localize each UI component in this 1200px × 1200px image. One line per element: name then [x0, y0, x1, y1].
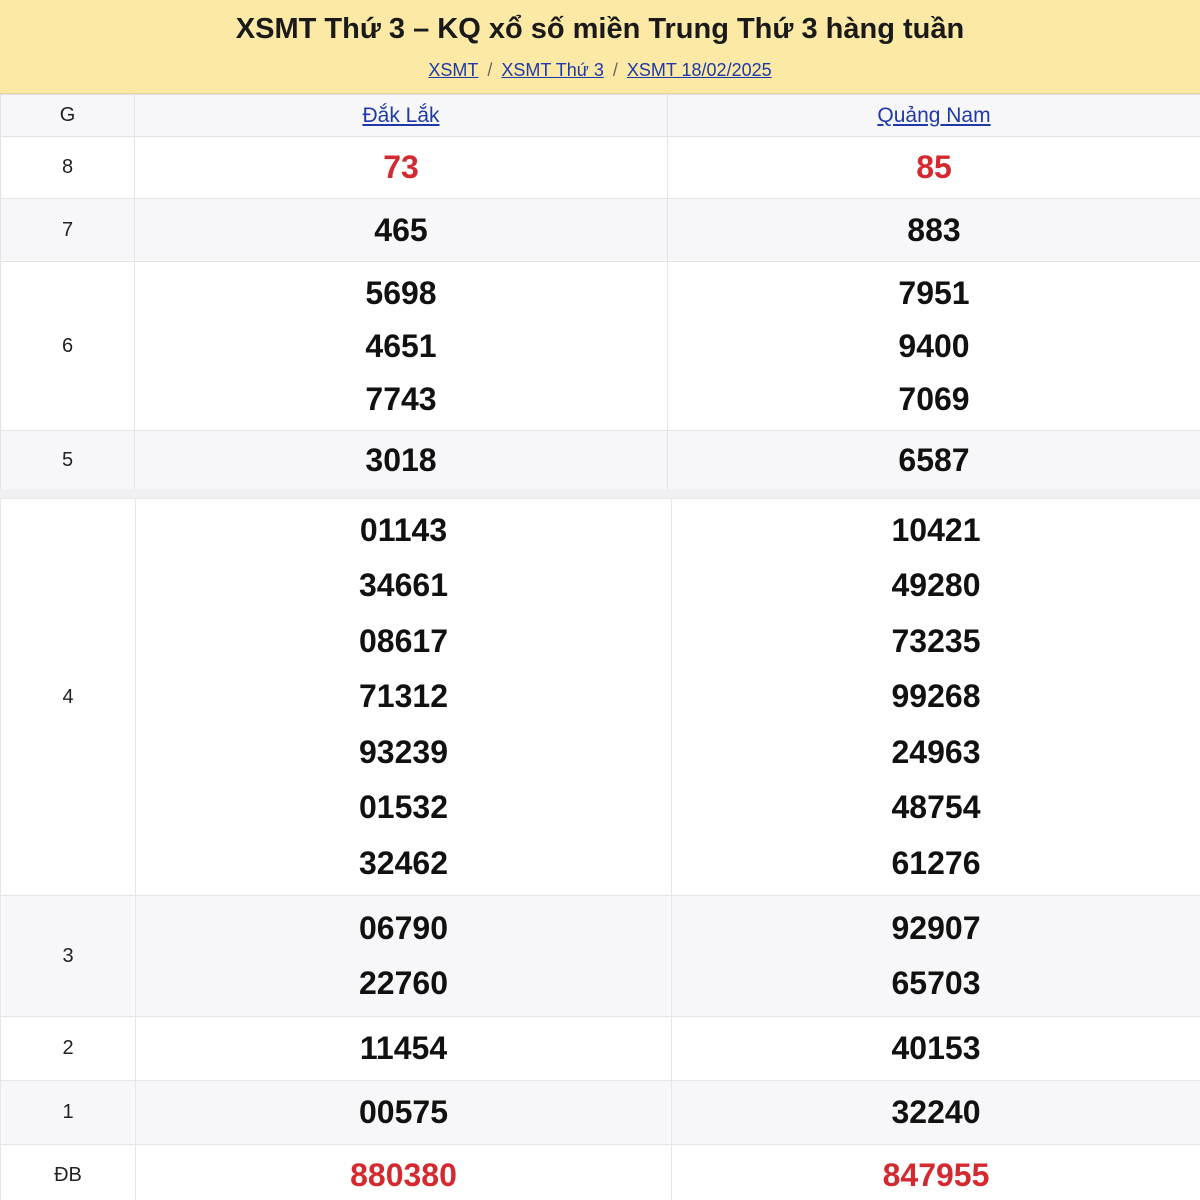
prize-label: 2 [1, 1017, 136, 1081]
table-divider [0, 489, 1200, 498]
prize-row [1, 1017, 1200, 1081]
winning-number: 93239 [359, 733, 448, 770]
quang-nam-result-cell [668, 137, 1200, 199]
winning-number: 6587 [898, 441, 970, 478]
results-table-bottom [0, 498, 1200, 1200]
prize-label: 3 [1, 896, 136, 1017]
breadcrumb-xsmt-link[interactable]: XSMT [428, 60, 479, 80]
prize-row [1, 896, 1200, 1017]
winning-number: 48754 [891, 789, 981, 826]
dak-lak-result-cell [136, 1081, 672, 1145]
winning-number: 11454 [359, 1030, 448, 1066]
winning-number: 61276 [891, 844, 981, 881]
prize-label: 4 [1, 499, 136, 896]
results-table-top [0, 94, 1200, 490]
winning-number: 40153 [891, 1030, 981, 1066]
quang-nam-result-cell [672, 896, 1200, 1017]
prize-label: 5 [1, 431, 135, 490]
prize-label: 8 [1, 137, 135, 199]
winning-number: 465 [374, 211, 428, 248]
winning-number: 34661 [359, 567, 448, 604]
page-title: XSMT Thứ 3 – KQ xổ số miền Trung Thứ 3 hàng tuần [235, 13, 965, 45]
prize-label: ĐB [1, 1145, 136, 1200]
winning-number: 92907 [891, 909, 981, 946]
winning-number: 10421 [891, 511, 981, 548]
winning-number: 65703 [891, 965, 981, 1001]
winning-number: 24963 [891, 733, 981, 770]
prize-row [1, 431, 1200, 490]
breadcrumb-xsmt-thu3-link[interactable]: XSMT Thứ 3 [501, 60, 604, 80]
winning-number: 73235 [891, 622, 981, 659]
winning-number: 7743 [365, 380, 437, 417]
dak-lak-result-cell [136, 499, 672, 896]
quang-nam-result-cell [668, 431, 1200, 490]
winning-number: 32240 [891, 1094, 981, 1130]
province-link-dak-lak[interactable]: Đắk Lắk [362, 103, 440, 127]
quang-nam-result-cell [672, 1145, 1200, 1200]
prize-row [1, 199, 1200, 262]
dak-lak-result-cell [136, 1017, 672, 1081]
prize-row [1, 262, 1200, 431]
breadcrumb-date-link[interactable]: XSMT 18/02/2025 [626, 60, 772, 80]
prize-row [1, 499, 1200, 896]
dak-lak-result-cell [135, 199, 668, 262]
dak-lak-result-cell [136, 896, 672, 1017]
winning-number: 06790 [359, 909, 448, 946]
winning-number: 883 [907, 211, 961, 248]
page-header [0, 0, 1200, 94]
dak-lak-result-cell [136, 1145, 672, 1200]
breadcrumb [0, 58, 1200, 82]
prize-row [1, 137, 1200, 199]
winning-number: 32462 [359, 844, 448, 881]
dak-lak-result-cell [135, 431, 668, 490]
winning-number: 85 [916, 149, 952, 185]
breadcrumb-separator: / [487, 60, 493, 80]
winning-number: 7951 [898, 274, 970, 311]
winning-number: 73 [383, 149, 419, 185]
winning-number: 880380 [350, 1157, 457, 1193]
winning-number: 7069 [898, 380, 970, 417]
breadcrumb-separator: / [612, 60, 618, 80]
winning-number: 08617 [359, 622, 448, 659]
winning-number: 5698 [365, 274, 437, 311]
province-header-quang-nam [668, 95, 1200, 137]
prize-row [1, 1145, 1200, 1200]
winning-number: 00575 [359, 1094, 448, 1130]
winning-number: 3018 [365, 441, 437, 478]
winning-number: 9400 [898, 327, 970, 364]
province-header-dak-lak [135, 95, 668, 137]
winning-number: 01143 [359, 511, 448, 548]
prize-row [1, 1081, 1200, 1145]
prize-label: 1 [1, 1081, 136, 1145]
winning-number: 01532 [359, 789, 448, 826]
prize-column-header: G [1, 95, 135, 137]
quang-nam-result-cell [668, 262, 1200, 431]
prize-label: 6 [1, 262, 135, 431]
dak-lak-result-cell [135, 137, 668, 199]
table-header-row [1, 95, 1200, 137]
winning-number: 4651 [365, 327, 437, 364]
winning-number: 99268 [891, 678, 981, 715]
dak-lak-result-cell [135, 262, 668, 431]
prize-label: 7 [1, 199, 135, 262]
quang-nam-result-cell [672, 1017, 1200, 1081]
winning-number: 22760 [359, 965, 448, 1001]
quang-nam-result-cell [668, 199, 1200, 262]
winning-number: 847955 [882, 1157, 990, 1193]
quang-nam-result-cell [672, 499, 1200, 896]
winning-number: 71312 [359, 678, 448, 715]
winning-number: 49280 [891, 567, 981, 604]
province-link-quang-nam[interactable]: Quảng Nam [877, 103, 991, 127]
quang-nam-result-cell [672, 1081, 1200, 1145]
